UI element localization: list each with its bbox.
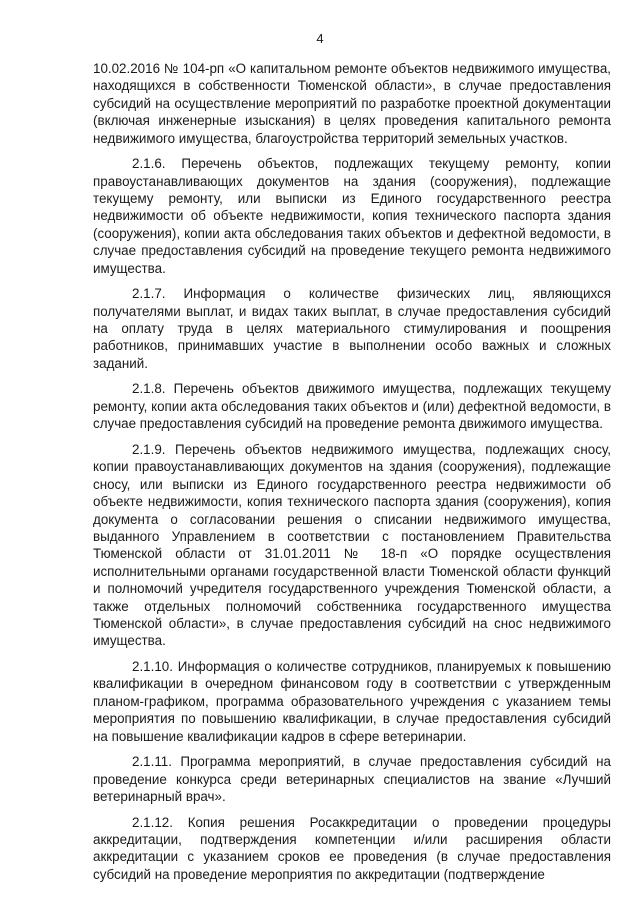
paragraph-2-1-6: 2.1.6. Перечень объектов, подлежащих текущему ремонту, копии правоустанавливающих документов на здания (сооружения), подлежащие текущему ремонту, или выписки из Единого государственного реестра недвижимости об объекте недвижимости, копия технического паспорта здания (сооружения), копии акта обследования таких объектов и дефектной ведомости, в случае предоставления субсидий на проведение текущего ремонта недвижимого имущества.	[93, 156, 611, 276]
document-body	[93, 60, 611, 891]
paragraph-2-1-8: 2.1.8. Перечень объектов движимого имущества, подлежащих текущему ремонту, копии акта обследования таких объектов и (или) дефектной ведомости, в случае предоставления субсидий на проведение ремонта движимого имущества.	[93, 381, 611, 432]
paragraph-2-1-12: 2.1.12. Копия решения Росаккредитации о проведении процедуры аккредитации, подтверждения компетенции и/или расширения области аккредитации с указанием сроков ее проведения (в случае предоставления субсидий на проведение мероприятия по аккредитации (подтверждение	[93, 814, 611, 882]
paragraph-continuation: 10.02.2016 № 104-рп «О капитальном ремонте объектов недвижимого имущества, находящихся в собственности Тюменской области», в случае предоставления субсидий на осуществление мероприятий по разработке проектной документации (включая инженерные изыскания) в целях проведения капитального ремонта недвижимого имущества, благоустройства территорий земельных участков.	[93, 61, 611, 146]
page-number: 4	[316, 31, 324, 46]
paragraph-2-1-7: 2.1.7. Информация о количестве физических лиц, являющихся получателями выплат, и видах таких выплат, в случае предоставления субсидий на оплату труда в целях материального стимулирования и поощрения работников, принимавших участие в выполнении особо важных и сложных заданий.	[93, 286, 611, 371]
paragraph-2-1-10: 2.1.10. Информация о количестве сотрудников, планируемых к повышению квалификации в очередном финансовом году в соответствии с утвержденным планом-графиком, программа образовательного учреждения с указанием темы мероприятия по повышению квалификации, в случае предоставления субсидий на повышение квалификации кадров в сфере ветеринарии.	[93, 658, 611, 744]
paragraph-2-1-11: 2.1.11. Программа мероприятий, в случае предоставления субсидий на проведение конкурса среди ветеринарных специалистов на звание «Лучший ветеринарный врач».	[93, 754, 611, 804]
paragraph-2-1-9: 2.1.9. Перечень объектов недвижимого имущества, подлежащих сносу, копии правоустанавливающих документов на здания (сооружения), подлежащие сносу, или выписки из Единого государственного реестра недвижимости об объекте недвижимости, копия технического паспорта здания (сооружения), копия документа о согласовании решения о списании недвижимого имущества, выданного Управлением в соответствии с постановлением Правительства Тюменской области от 31.01.2011 № 18-п «О порядке осуществления исполнительными органами государственной власти Тюменской области функций и полномочий учредителя государственного учреждения Тюменской области, а также отдельных полномочий собственника государственного имущества Тюменской области», в случае предоставления субсидий на снос недвижимого имущества.	[93, 441, 611, 649]
